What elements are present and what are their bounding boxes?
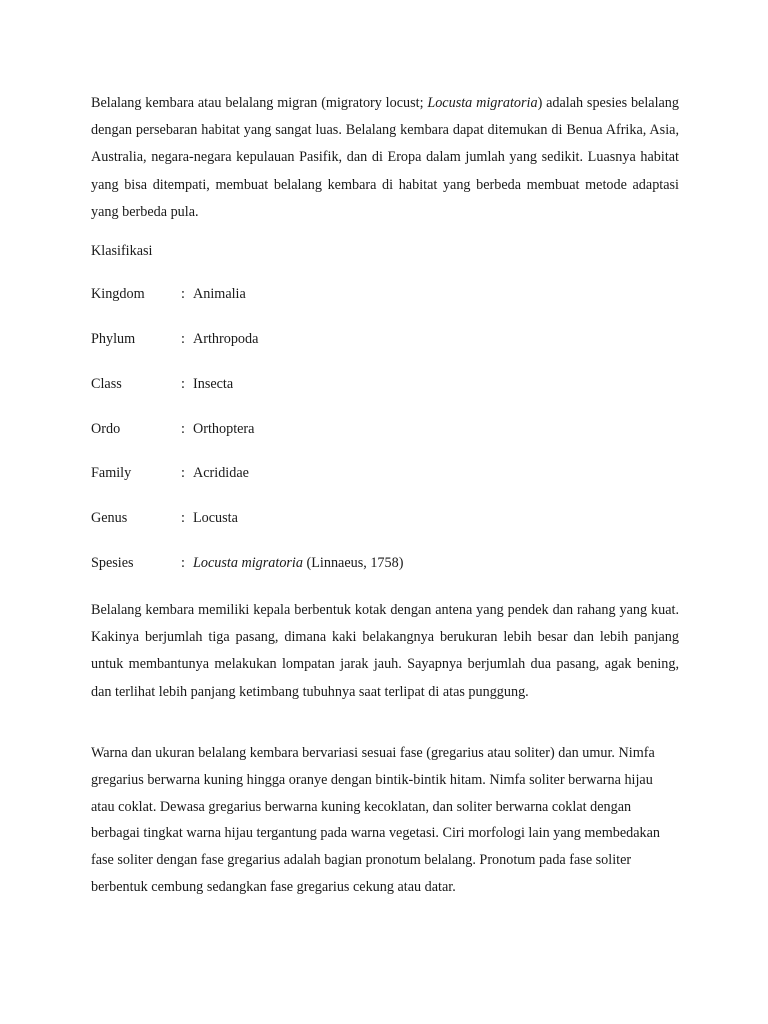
classification-separator: : [181, 510, 185, 526]
classification-label: Kingdom [91, 286, 145, 302]
classification-separator: : [181, 331, 185, 347]
intro-text-start: Belalang kembara atau belalang migran (migratory locust; [91, 95, 428, 111]
species-authority: (Linnaeus, 1758) [302, 555, 404, 571]
classification-label: Ordo [91, 421, 121, 437]
classification-label: Family [91, 465, 132, 481]
classification-label: Phylum [91, 331, 136, 347]
classification-separator: : [181, 421, 185, 437]
intro-text-end: ) adalah spesies belalang dengan persebaran habitat yang sangat luas. Belalang kembara dapat ditemukan di Benua Afrika, Asia, Australia, negara-negara kepulauan Pasifik, dan di Eropa dalam jumlah yang sedikit. Luasnya habitat yang bisa ditempati, membuat belalang kembara di habitat yang berbeda membuat metode adaptasi yang berbeda pula. [91, 95, 679, 220]
phase-paragraph: Warna dan ukuran belalang kembara bervariasi sesuai fase (gregarius atau soliter) dan umur. Nimfa gregarius berwarna kuning hingga oranye dengan bintik-bintik hitam. Nimfa soliter berwarna hijau atau coklat. Dewasa gregarius berwarna kuning kecoklatan, dan soliter berwarna coklat dengan berbagai tingkat warna hijau tergantung pada warna vegetasi. Ciri morfologi lain yang membedakan fase soliter dengan fase gregarius adalah bagian pronotum belalang. Pronotum pada fase soliter berbentuk cembung sedangkan fase gregarius cekung atau datar. [91, 745, 661, 895]
classification-value: Insecta [193, 376, 234, 392]
classification-heading: Klasifikasi [91, 243, 153, 259]
classification-separator: : [181, 286, 185, 302]
classification-value: Orthoptera [193, 421, 255, 437]
classification-value: Arthropoda [193, 331, 259, 347]
intro-paragraph [91, 90, 679, 226]
classification-label: Genus [91, 510, 128, 526]
classification-separator: : [181, 555, 185, 571]
classification-separator: : [181, 376, 185, 392]
species-name-italic: Locusta migratoria [427, 95, 538, 111]
classification-value: Animalia [193, 286, 246, 302]
classification-value: Acrididae [193, 465, 249, 481]
classification-label: Spesies [91, 555, 134, 571]
classification-value [193, 550, 403, 576]
species-name-italic: Locusta migratoria [193, 555, 303, 571]
classification-value: Locusta [193, 510, 238, 526]
classification-label: Class [91, 376, 122, 392]
classification-separator: : [181, 465, 185, 481]
morphology-paragraph: Belalang kembara memiliki kepala berbentuk kotak dengan antena yang pendek dan rahang yang kuat. Kakinya berjumlah tiga pasang, dimana kaki belakangnya berukuran lebih besar dan lebih panjang untuk membantunya melakukan lompatan jarak jauh. Sayapnya berjumlah dua pasang, agak bening, dan terlihat lebih panjang ketimbang tubuhnya saat terlipat di atas punggung. [91, 602, 679, 700]
